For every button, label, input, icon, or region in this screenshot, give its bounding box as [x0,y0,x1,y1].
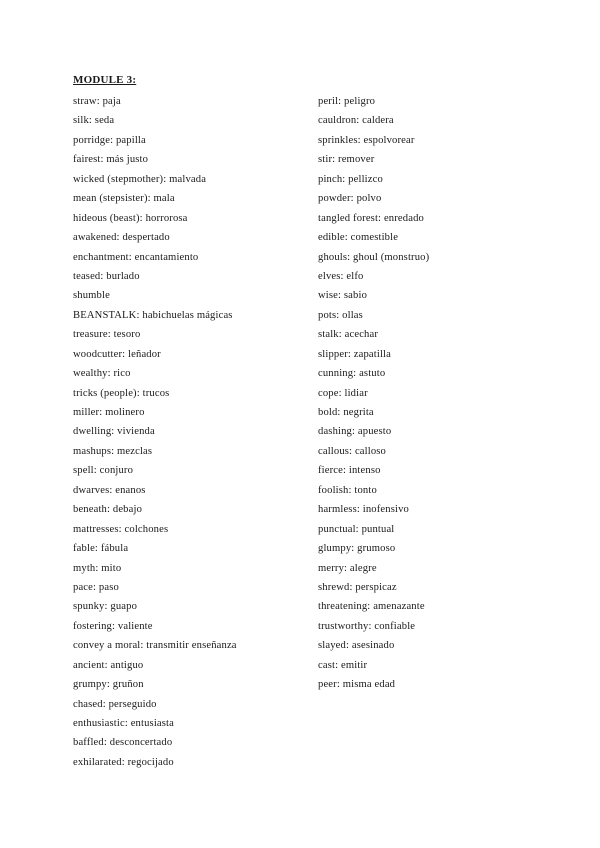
vocabulary-entry: awakened: despertado [73,232,170,244]
vocabulary-entry: bold: negrita [318,407,374,418]
vocabulary-entry: enchantment: encantamiento [73,251,199,263]
vocabulary-entry: slipper: zapatilla [318,348,392,360]
vocabulary-entry: tangled forest: enredado [318,212,424,224]
vocabulary-entry: spell: conjuro [73,465,134,477]
vocabulary-entry: baffled: desconcertado [73,737,173,749]
vocabulary-entry: pots: ollas [318,309,363,321]
vocabulary-entry: fable: fábula [73,543,129,555]
vocabulary-entry: enthusiastic: entusiasta [73,718,174,729]
vocabulary-entry: wealthy: rico [73,368,131,380]
vocabulary-entry: cope: lidiar [318,387,368,399]
vocabulary-entry: fairest: más justo [73,154,149,166]
vocabulary-entry: miller: molinero [73,407,145,418]
vocabulary-entry: elves: elfo [318,270,364,282]
vocabulary-entry: grumpy: gruñon [73,679,144,691]
vocabulary-entry: powder: polvo [318,193,382,205]
vocabulary-entry: chased: perseguido [73,698,157,710]
vocabulary-entry: tricks (people): trucos [73,387,170,399]
vocabulary-entry: pinch: pellizco [318,173,383,185]
vocabulary-entry: ancient: antiguo [73,659,144,671]
vocabulary-entry: woodcutter: leñador [73,348,161,360]
vocabulary-entry: trustworthy: confiable [318,620,416,632]
vocabulary-entry: fostering: valiente [73,620,153,632]
vocabulary-entry: foolish: tonto [318,484,377,496]
vocabulary-entry: porridge: papilla [73,134,146,146]
vocabulary-entry: exhilarated: regocijado [73,756,174,768]
vocabulary-entry: mashups: mezclas [73,445,153,457]
vocabulary-entry: straw: paja [73,96,121,107]
vocabulary-entry: cauldron: caldera [318,115,394,127]
vocabulary-entry: threatening: amenazante [318,601,425,613]
module-heading: MODULE 3: [73,74,137,86]
vocabulary-entry: mean (stepsister): mala [73,193,175,205]
vocabulary-entry: pace: paso [73,581,119,593]
vocabulary-entry: fierce: intenso [318,465,381,477]
vocabulary-entry: peril: peligro [318,96,376,107]
vocabulary-entry: spunky: guapo [73,601,138,613]
vocabulary-entry: teased: burlado [73,270,140,282]
vocabulary-entry: punctual: puntual [318,523,395,535]
vocabulary-entry: harmless: inofensivo [318,504,409,516]
vocabulary-entry: BEANSTALK: habichuelas mágicas [73,309,233,321]
vocabulary-entry: shumble [73,290,110,302]
vocabulary-entry: beneath: debajo [73,504,143,516]
vocabulary-entry: peer: misma edad [318,679,396,691]
vocabulary-entry: glumpy: grumoso [318,543,396,555]
vocabulary-entry: ghouls: ghoul (monstruo) [318,251,430,263]
vocabulary-entry: dashing: apuesto [318,426,392,438]
vocabulary-entry: treasure: tesoro [73,329,141,341]
vocabulary-entry: cunning: astuto [318,368,386,380]
vocabulary-list-left [73,92,308,772]
vocabulary-entry: wise: sabio [318,290,368,302]
vocabulary-entry: cast: emitir [318,659,368,671]
vocabulary-entry: myth: mito [73,562,122,574]
vocabulary-entry: convey a moral: transmitir enseñanza [73,640,237,652]
vocabulary-entry: slayed: asesinado [318,640,395,652]
vocabulary-entry: shrewd: perspicaz [318,581,397,593]
vocabulary-list-right [318,92,548,695]
vocabulary-entry: stalk: acechar [318,329,379,341]
vocabulary-entry: dwelling: vivienda [73,426,155,438]
vocabulary-entry: silk: seda [73,115,115,127]
vocabulary-entry: mattresses: colchones [73,523,169,535]
vocabulary-entry: dwarves: enanos [73,484,146,496]
vocabulary-entry: callous: calloso [318,445,387,457]
vocabulary-entry: edible: comestible [318,232,399,244]
vocabulary-entry: merry: alegre [318,562,377,574]
vocabulary-entry: sprinkles: espolvorear [318,134,415,146]
vocabulary-entry: wicked (stepmother): malvada [73,173,207,185]
vocabulary-entry: hideous (beast): horrorosa [73,212,188,224]
vocabulary-entry: stir: remover [318,154,375,166]
